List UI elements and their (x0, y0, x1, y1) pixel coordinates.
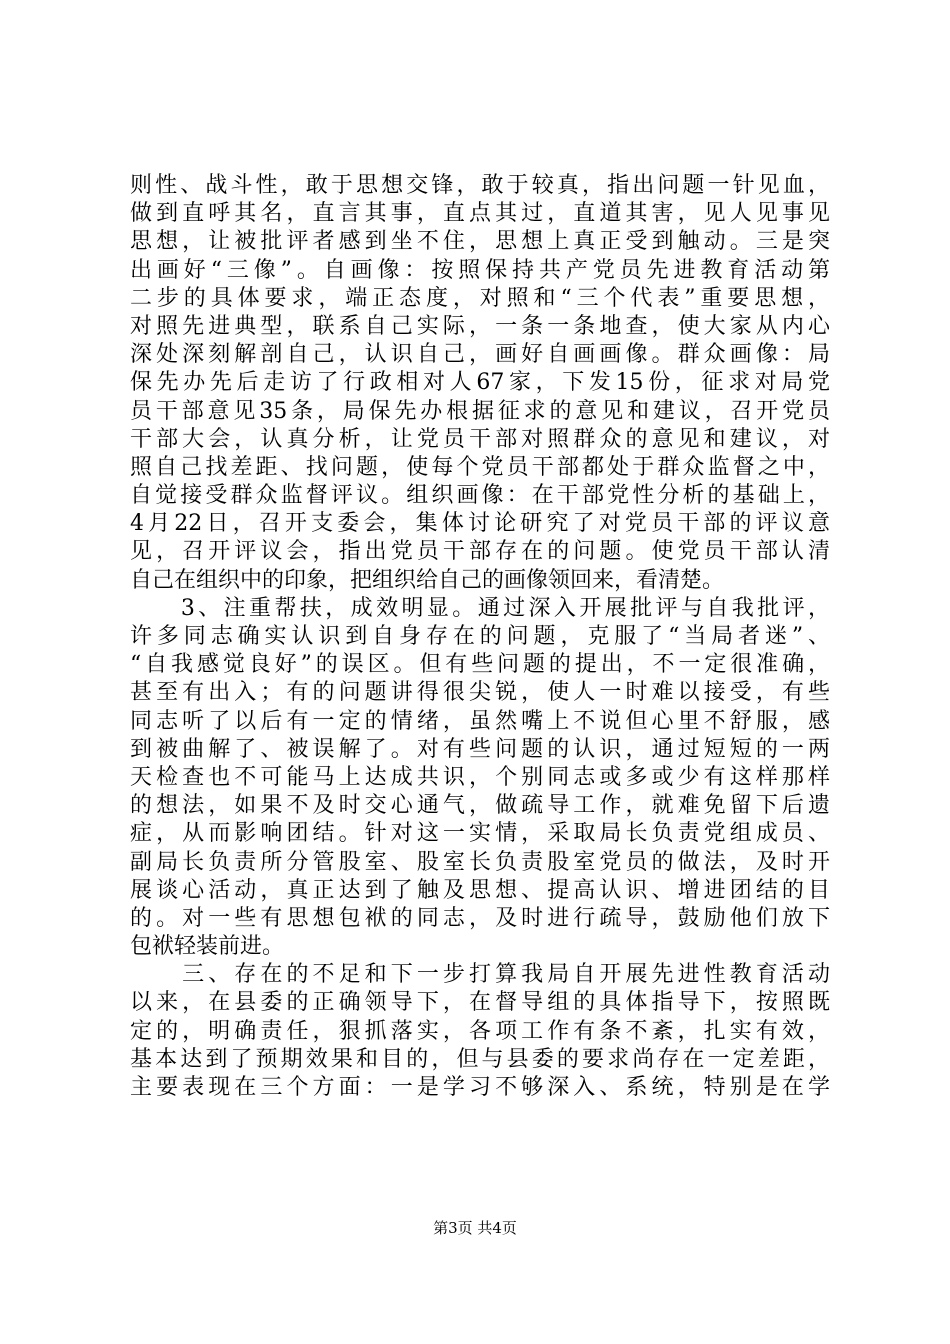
text-line: 主要表现在三个方面：一是学习不够深入、系统，特别是在学 (130, 1075, 830, 1100)
text-line: 见，召开评议会，指出党员干部存在的问题。使党员干部认清 (130, 539, 830, 565)
text-line: 同志听了以后有一定的情绪，虽然嘴上不说但心里不舒服，感 (130, 708, 830, 734)
text-line: 的。对一些有思想包袱的同志，及时进行疏导，鼓励他们放下 (130, 905, 830, 931)
text-line: 二步的具体要求，端正态度，对照和“三个代表”重要思想， (130, 285, 830, 311)
text-line: 思想，让被批评者感到坐不住，思想上真正受到触动。三是突 (130, 229, 830, 255)
text-line: 4月22日，召开支委会，集体讨论研究了对党员干部的评议意 (130, 511, 830, 537)
text-line: 甚至有出入；有的问题讲得很尖锐，使人一时难以接受，有些 (130, 680, 830, 706)
text-line: 天检查也不可能马上达成共识，个别同志或多或少有这样那样 (130, 764, 830, 790)
text-line: 展谈心活动，真正达到了触及思想、提高认识、增进团结的目 (130, 877, 830, 903)
text-line: 照自己找差距、找问题，使每个党员干部都处于群众监督之中， (130, 454, 830, 480)
text-line: 保先办先后走访了行政相对人67家，下发15份，征求对局党 (130, 370, 830, 396)
text-line: 做到直呼其名，直言其事，直点其过，直道其害，见人见事见 (130, 201, 830, 227)
text-line: 副局长负责所分管股室、股室长负责股室党员的做法，及时开 (130, 849, 830, 875)
text-line: 的想法，如果不及时交心通气，做疏导工作，就难免留下后遗 (130, 793, 830, 819)
text-line: 出画好“三像”。自画像：按照保持共产党员先进教育活动第 (130, 257, 830, 283)
text-line: 包袱轻装前进。 (130, 934, 285, 960)
text-line: “自我感觉良好”的误区。但有些问题的提出，不一定很准确， (130, 652, 830, 678)
text-line: 到被曲解了、被误解了。对有些问题的认识，通过短短的一两 (130, 736, 830, 762)
text-line: 症，从而影响团结。针对这一实情，采取局长负责党组成员、 (130, 821, 830, 847)
text-line: 三、存在的不足和下一步打算我局自开展先进性教育活动 (130, 962, 830, 988)
page-footer: 第3页 共4页 (433, 1219, 517, 1237)
text-line: 自觉接受群众监督评议。组织画像：在干部党性分析的基础上， (130, 483, 830, 509)
text-line: 定的，明确责任，狠抓落实，各项工作有条不紊，扎实有效， (130, 1018, 830, 1044)
text-line: 基本达到了预期效果和目的，但与县委的要求尚存在一定差距， (130, 1046, 830, 1072)
text-line: 干部大会，认真分析，让党员干部对照群众的意见和建议，对 (130, 426, 830, 452)
text-line: 3、注重帮扶，成效明显。通过深入开展批评与自我批评， (130, 595, 830, 621)
text-line: 则性、战斗性，敢于思想交锋，敢于较真，指出问题一针见血， (130, 173, 830, 198)
text-line: 自己在组织中的印象，把组织给自己的画像领回来，看清楚。 (130, 567, 725, 593)
text-line: 以来，在县委的正确领导下，在督导组的具体指导下，按照既 (130, 990, 830, 1016)
text-line: 对照先进典型，联系自己实际，一条一条地查，使大家从内心 (130, 313, 830, 339)
text-line: 深处深刻解剖自己，认识自己，画好自画画像。群众画像：局 (130, 342, 830, 368)
body-text (130, 172, 830, 1102)
text-line: 员干部意见35条，局保先办根据征求的意见和建议，召开党员 (130, 398, 830, 424)
text-line: 许多同志确实认识到自身存在的问题，克服了“当局者迷”、 (130, 624, 830, 649)
